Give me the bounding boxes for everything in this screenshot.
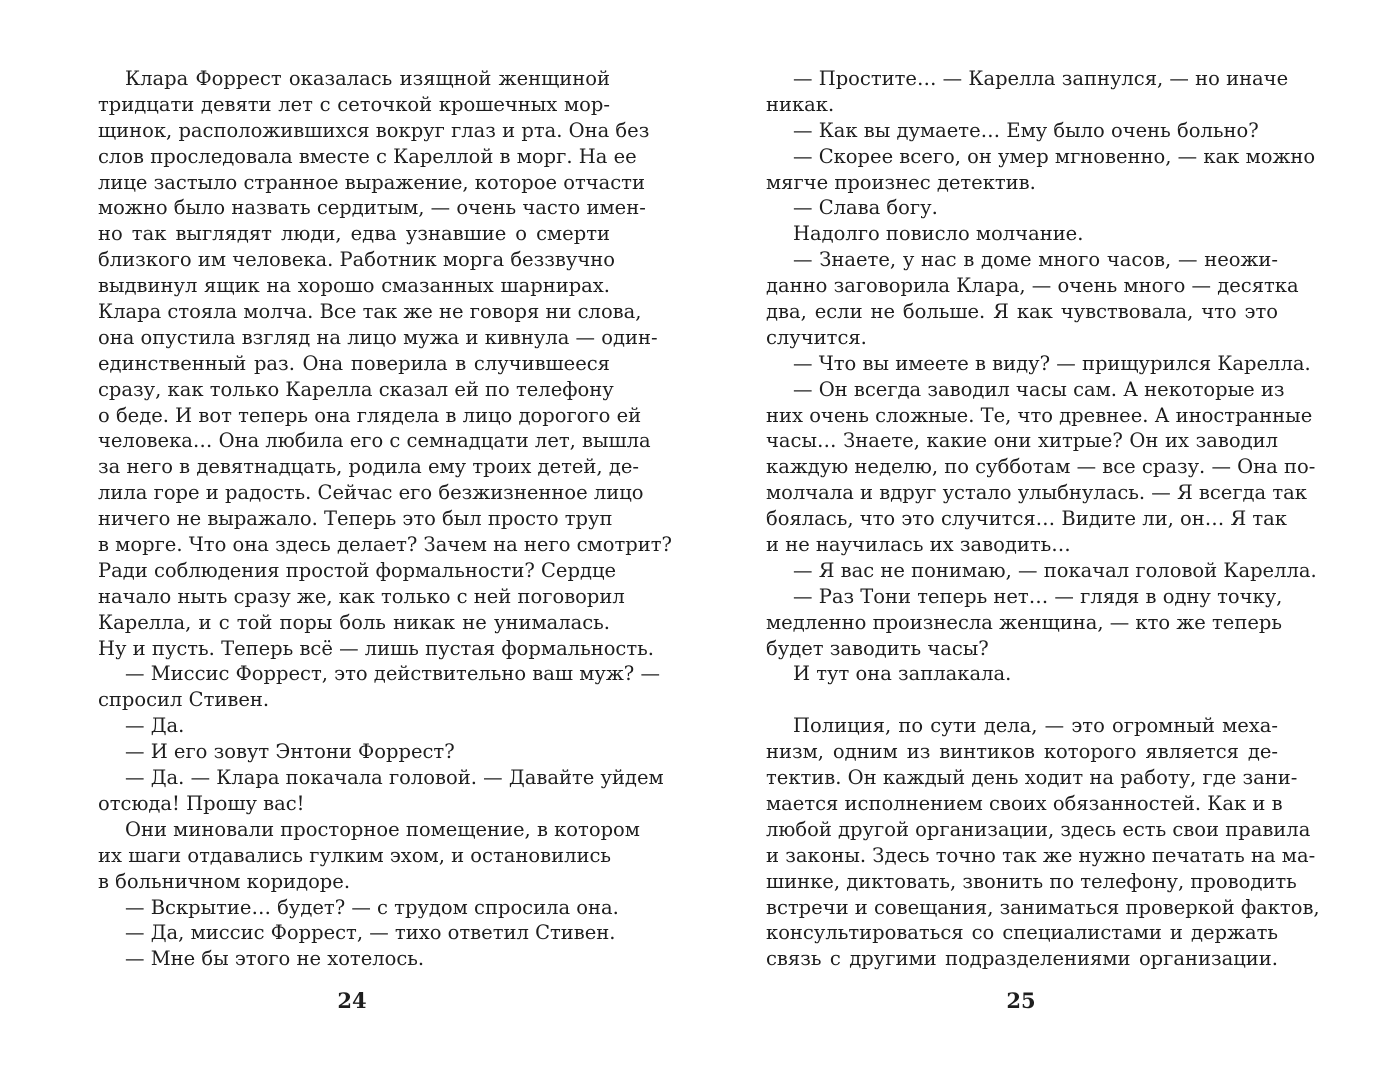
- text-line: — Как вы думаете… Ему было очень больно?: [793, 118, 1259, 142]
- text-line: медленно произнесла женщина, — кто же теперь: [766, 610, 1282, 634]
- text-line: в больничном коридоре.: [98, 869, 351, 893]
- text-line: боялась, что это случится… Видите ли, он… Я так: [766, 507, 1287, 531]
- text-line: шинке, диктовать, звонить по телефону, проводить: [766, 869, 1297, 893]
- text-line: ничего не выражало. Теперь это был просто труп: [98, 507, 613, 531]
- page-number-left: 24: [337, 988, 367, 1013]
- text-line: — Простите… — Карелла запнулся, — но иначе: [793, 67, 1289, 90]
- text-line: низм, одним из винтиков которого является де-: [766, 740, 1278, 764]
- text-line: отсюда! Прошу вас!: [98, 791, 305, 815]
- text-line: мягче произнес детектив.: [766, 170, 1036, 194]
- text-line: — Слава богу.: [793, 196, 938, 220]
- text-line: два, если не больше. Я как чувствовала, что это: [766, 300, 1278, 324]
- text-line: Клара стояла молча. Все так же не говоря ни слова,: [98, 300, 642, 324]
- text-line: мается исполнением своих обязанностей. Как и в: [766, 791, 1283, 815]
- text-line: — Мне бы этого не хотелось.: [125, 947, 425, 971]
- text-line: молчала и вдруг устало улыбнулась. — Я всегда так: [766, 481, 1307, 505]
- text-line: консультироваться со специалистами и держать: [766, 921, 1278, 945]
- text-line: — Миссис Форрест, это действительно ваш муж? —: [125, 662, 660, 686]
- text-line: тектив. Он каждый день ходит на работу, где зани-: [766, 766, 1298, 790]
- text-line: любой другой организации, здесь есть свои правила: [766, 817, 1311, 841]
- text-line: но так выглядят люди, едва узнавшие о смерти: [98, 222, 610, 246]
- text-line: И тут она заплакала.: [793, 662, 1012, 686]
- text-line: каждую неделю, по субботам — все сразу. — Она по-: [766, 455, 1316, 479]
- text-line: встречи и совещания, заниматься проверкой фактов,: [766, 895, 1320, 919]
- text-line: о беде. И вот теперь она глядела в лицо дорогого ей: [98, 403, 642, 427]
- text-line: слов проследовала вместе с Кареллой в морг. На ее: [98, 144, 637, 168]
- text-line: — Да.: [125, 714, 185, 738]
- text-line: щинок, расположившихся вокруг глаз и рта. Она без: [98, 118, 650, 142]
- text-line: — Он всегда заводил часы сам. А некоторые из: [793, 377, 1285, 401]
- text-line: Полиция, по сути дела, — это огромный меха-: [793, 714, 1278, 738]
- text-line: она опустила взгляд на лицо мужа и кивнула — один-: [98, 325, 658, 349]
- text-line: — И его зовут Энтони Форрест?: [125, 740, 455, 764]
- section-break: [766, 687, 1278, 713]
- text-line: человека… Она любила его с семнадцати лет, вышла: [98, 429, 651, 453]
- text-line: — Что вы имеете в виду? — прищурился Карелла.: [793, 351, 1311, 375]
- text-line: — Да. — Клара покачала головой. — Давайте уйдем: [125, 766, 664, 790]
- text-line: — Знаете, у нас в доме много часов, — неожи-: [793, 248, 1278, 272]
- text-line: близкого им человека. Работник морга беззвучно: [98, 248, 615, 272]
- text-line: Ну и пусть. Теперь всё — лишь пустая формальность.: [98, 636, 654, 660]
- page-number-right: 25: [1006, 988, 1036, 1013]
- text-line: Ради соблюдения простой формальности? Сердце: [98, 558, 617, 582]
- text-line: за него в девятнадцать, родила ему троих детей, де-: [98, 455, 639, 479]
- text-line: Клара Форрест оказалась изящной женщиной: [125, 67, 610, 90]
- text-line: спросил Стивен.: [98, 688, 270, 712]
- text-line: — Скорее всего, он умер мгновенно, — как можно: [793, 144, 1316, 168]
- right-page-text: [766, 66, 1320, 972]
- text-line: данно заговорила Клара, — очень много — десятка: [766, 274, 1299, 298]
- text-line: Они миновали просторное помещение, в котором: [125, 817, 640, 841]
- text-line: их шаги отдавались гулким эхом, и остановились: [98, 843, 611, 867]
- text-line: Карелла, и с той поры боль никак не унималась.: [98, 610, 610, 634]
- text-line: — Да, миссис Форрест, — тихо ответил Стивен.: [125, 921, 616, 945]
- text-line: Надолго повисло молчание.: [793, 222, 1084, 246]
- text-line: часы… Знаете, какие они хитрые? Он их заводил: [766, 429, 1278, 453]
- text-line: начало ныть сразу же, как только с ней поговорил: [98, 584, 625, 608]
- text-line: выдвинул ящик на хорошо смазанных шарнирах.: [98, 274, 610, 298]
- text-line: и законы. Здесь точно так же нужно печатать на ма-: [766, 843, 1316, 867]
- text-line: тридцати девяти лет с сеточкой крошечных мор-: [98, 92, 610, 116]
- text-line: случится.: [766, 325, 867, 349]
- text-line: связь с другими подразделениями организации.: [766, 947, 1278, 971]
- text-line: — Вскрытие… будет? — с трудом спросила она.: [125, 895, 619, 919]
- text-line: — Раз Тони теперь нет… — глядя в одну точку,: [793, 584, 1283, 608]
- text-line: и не научилась их заводить…: [766, 533, 1071, 557]
- text-line: в морге. Что она здесь делает? Зачем на него смотрит?: [98, 533, 672, 557]
- text-line: будет заводить часы?: [766, 636, 989, 660]
- text-line: можно было назвать сердитым, — очень часто имен-: [98, 196, 646, 220]
- text-line: них очень сложные. Те, что древнее. А иностранные: [766, 403, 1313, 427]
- text-line: лила горе и радость. Сейчас его безжизненное лицо: [98, 481, 644, 505]
- text-line: — Я вас не понимаю, — покачал головой Карелла.: [793, 558, 1317, 582]
- text-line: лице застыло странное выражение, которое отчасти: [98, 170, 645, 194]
- text-line: единственный раз. Она поверила в случившееся: [98, 351, 610, 375]
- text-line: никак.: [766, 92, 835, 116]
- text-line: сразу, как только Карелла сказал ей по телефону: [98, 377, 614, 401]
- left-page-text: [98, 66, 672, 972]
